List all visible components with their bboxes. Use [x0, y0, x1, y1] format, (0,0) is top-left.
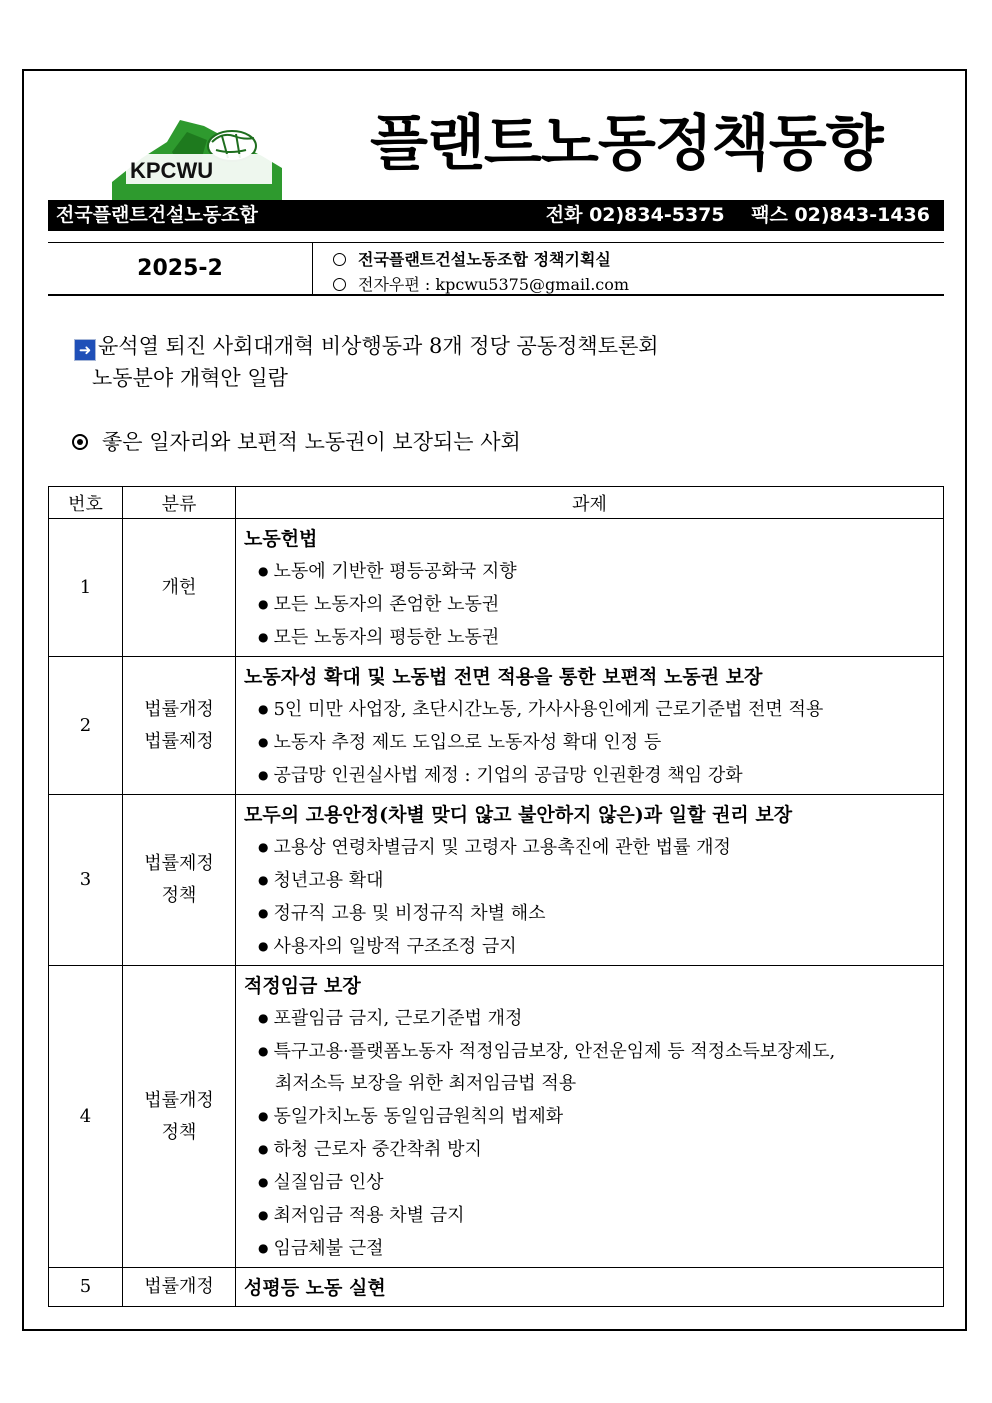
- category-line: 법률개정: [144, 1089, 214, 1111]
- row-number: 5: [49, 1268, 123, 1307]
- task-item: ● 고용상 연령차별금지 및 고령자 고용촉진에 관한 법률 개정: [244, 831, 943, 864]
- category-line: 법률개정: [144, 698, 214, 720]
- task-item: ● 정규직 고용 및 비정규직 차별 해소: [244, 897, 943, 930]
- phone-label: 전화: [545, 204, 583, 226]
- circle-icon: [333, 278, 346, 291]
- row-task: [236, 966, 944, 1268]
- row-task: [236, 657, 944, 795]
- email-line: [333, 272, 629, 295]
- organization-bar: [48, 200, 944, 231]
- bullseye-icon: [72, 434, 88, 450]
- logo-text: KPCWU: [130, 158, 214, 183]
- task-item: ● 포괄임금 금지, 근로기준법 개정: [244, 1002, 943, 1035]
- headline-line1: 윤석열 퇴진 사회대개혁 비상행동과 8개 정당 공동정책토론회: [98, 334, 659, 358]
- row-number: 3: [49, 795, 123, 966]
- newsletter-title: 플랜트노동정책동향: [370, 109, 883, 179]
- task-item: ● 최저임금 적용 차별 금지: [244, 1199, 943, 1232]
- table-row: [49, 1268, 944, 1307]
- category-line: 법률제정: [144, 730, 214, 752]
- task-title: 노동자성 확대 및 노동법 전면 적용을 통한 보편적 노동권 보장: [244, 666, 763, 688]
- section-title-row: [72, 426, 521, 456]
- task-item: ● 사용자의 일방적 구조조정 금지: [244, 930, 943, 963]
- organization-name: 전국플랜트건설노동조합: [56, 204, 258, 226]
- contact-info: [546, 200, 930, 231]
- row-category: [123, 519, 236, 657]
- headline: [74, 330, 659, 394]
- row-task: [236, 795, 944, 966]
- task-item: ● 5인 미만 사업장, 초단시간노동, 가사사용인에게 근로기준법 전면 적용: [244, 693, 943, 726]
- task-item: ● 실질임금 인상: [244, 1166, 943, 1199]
- table-row: [49, 657, 944, 795]
- row-category: [123, 1268, 236, 1307]
- tasks-table: [48, 486, 944, 1307]
- table-row: [49, 519, 944, 657]
- row-number: 2: [49, 657, 123, 795]
- header-number: 번호: [49, 487, 123, 519]
- task-item: ● 모든 노동자의 평등한 노동권: [244, 621, 943, 654]
- row-task: [236, 1268, 944, 1307]
- email-address: kpcwu5375@gmail.com: [435, 275, 630, 294]
- header-task: 과제: [236, 487, 944, 519]
- task-item: ● 동일가치노동 동일임금원칙의 법제화: [244, 1100, 943, 1133]
- category-line: 정책: [161, 1121, 197, 1143]
- phone-number: 02)834-5375: [589, 204, 725, 226]
- table-row: [49, 795, 944, 966]
- department: 전국플랜트건설노동조합 정책기획실: [358, 250, 611, 269]
- header-category: 분류: [123, 487, 236, 519]
- task-item: ● 노동자 추정 제도 도입으로 노동자성 확대 인정 등: [244, 726, 943, 759]
- task-title: 성평등 노동 실현: [244, 1277, 386, 1299]
- fax-number: 02)843-1436: [794, 204, 930, 226]
- category-line: 개헌: [161, 576, 197, 598]
- task-item: ● 청년고용 확대: [244, 864, 943, 897]
- row-category: [123, 657, 236, 795]
- row-category: [123, 795, 236, 966]
- category-line: 정책: [161, 885, 197, 906]
- kpcwu-logo: [112, 112, 282, 200]
- row-category: [123, 966, 236, 1268]
- task-item: ● 노동에 기반한 평등공화국 지향: [244, 555, 943, 588]
- task-item-continuation: 최저소득 보장을 위한 최저임금법 적용: [275, 1073, 577, 1094]
- table-row: [49, 966, 944, 1268]
- task-title: 노동헌법: [244, 528, 318, 550]
- table-header-row: [49, 487, 944, 519]
- issue-number: 2025-2: [48, 243, 313, 294]
- issue-info-box: [48, 242, 944, 296]
- task-item: ● 공급망 인권실사법 제정 : 기업의 공급망 인권환경 책임 강화: [244, 759, 943, 792]
- task-item: ● 특구고용·플랫폼노동자 적정임금보장, 안전운임제 등 적정소득보장제도,: [244, 1035, 943, 1068]
- fax-label: 팩스: [751, 204, 788, 226]
- task-item: ● 하청 근로자 중간착취 방지: [244, 1133, 943, 1166]
- email-label: 전자우편 :: [358, 275, 431, 294]
- task-title: 적정임금 보장: [244, 975, 361, 997]
- task-item: ● 임금체불 근절: [244, 1232, 943, 1265]
- row-number: 1: [49, 519, 123, 657]
- department-line: [333, 247, 611, 270]
- task-title: 모두의 고용안정(차별 맞디 않고 불안하지 않은)과 일할 권리 보장: [244, 804, 793, 826]
- row-number: 4: [49, 966, 123, 1268]
- row-task: [236, 519, 944, 657]
- section-title: 좋은 일자리와 보편적 노동권이 보장되는 사회: [102, 430, 521, 454]
- category-line: 법률개정: [144, 1276, 214, 1297]
- arrow-right-icon: ➜: [74, 339, 96, 361]
- category-line: 법률제정: [144, 853, 214, 874]
- circle-icon: [333, 253, 346, 266]
- headline-line2: 노동분야 개혁안 일람: [92, 366, 288, 390]
- task-item: ● 모든 노동자의 존엄한 노동권: [244, 588, 943, 621]
